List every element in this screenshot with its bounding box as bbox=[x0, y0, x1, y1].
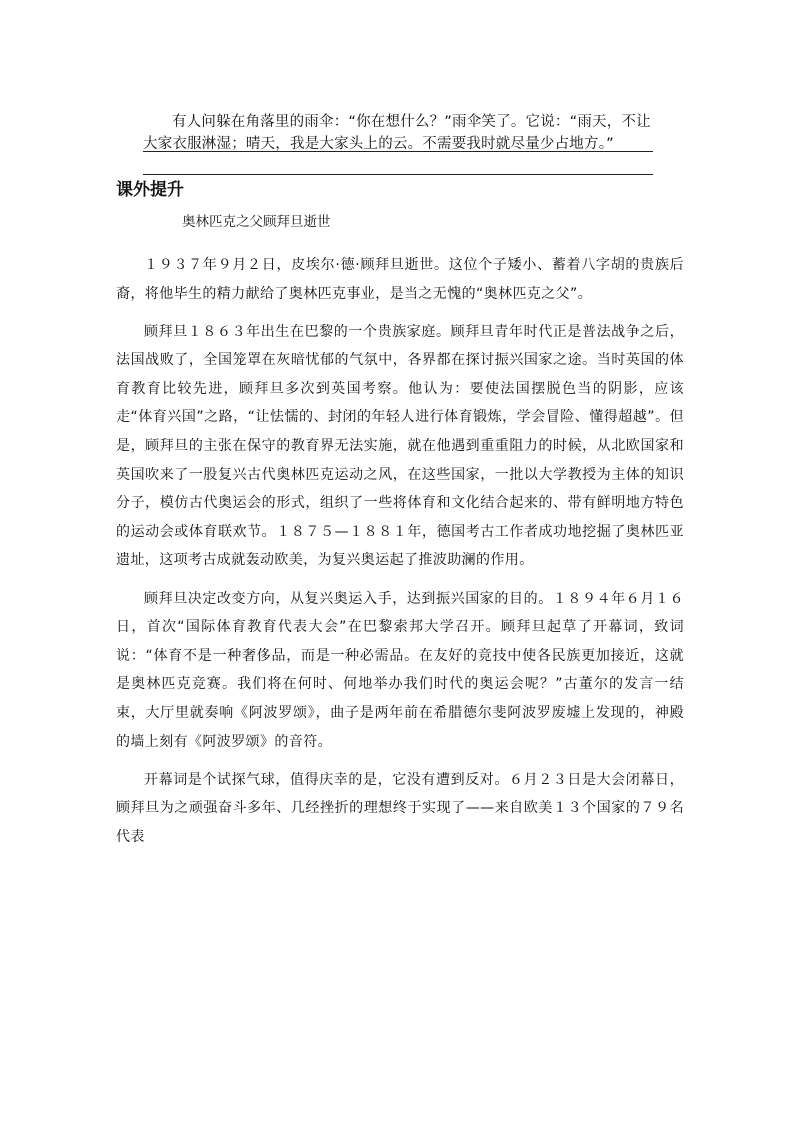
article-paragraph: 顾拜旦１８６３年出生在巴黎的一个贵族家庭。顾拜旦青年时代正是普法战争之后，法国战败了，全国笼罩在灰暗忧郁的气氛中，各界都在探讨振兴国家之途。当时英国的体育教育比较先进，顾拜旦多次到英国考察。他认为：要使法国摆脱色当的阴影，应该走“体育兴国”之路，“让怯懦的、封闭的年轻人进行体育锻炼，学会冒险、懂得超越”。但是，顾拜旦的主张在保守的教育界无法实施，就在他遇到重重阻力的时候，从北欧国家和英国吹来了一股复兴古代奥林匹克运动之风，在这些国家，一批以大学教授为主体的知识分子，模仿古代奥运会的形式，组织了一些将体育和文化结合起来的、带有鲜明地方特色的运动会或体育联欢节。１８７５—１８８１年，德国考古工作者成功地挖掘了奥林匹亚遗址，这项考古成就轰动欧美，为复兴奥运起了推波助澜的作用。 bbox=[116, 323, 684, 569]
intro-paragraph: 有人问躲在角落里的雨伞：“你在想什么？”雨伞笑了。它说：“雨天，不让大家衣服淋湿；晴天，我是大家头上的云。不需要我时就尽量少占地方。” bbox=[143, 113, 651, 152]
article-paragraph: 开幕词是个试探气球，值得庆幸的是，它没有遭到反对。６月２３日是大会闭幕日，顾拜旦为之顽强奋斗多年、几经挫折的理想终于实现了——来自欧美１３个国家的７９名代表 bbox=[116, 771, 684, 845]
answer-line bbox=[143, 151, 653, 152]
article-body bbox=[116, 251, 684, 851]
section-heading: 课外提升 bbox=[116, 180, 184, 200]
article-paragraph: １９３７年９月２日，皮埃尔·德·顾拜旦逝世。这位个子矮小、蓄着八字胡的贵族后裔，将他毕生的精力献给了奥林匹克事业，是当之无愧的“奥林匹克之父”。 bbox=[116, 257, 684, 302]
answer-line bbox=[143, 174, 653, 175]
article-title: 奥林匹克之父顾拜旦逝世 bbox=[182, 214, 331, 230]
article-paragraph: 顾拜旦决定改变方向，从复兴奥运入手，达到振兴国家的目的。１８９４年６月１６日，首次“国际体育教育代表大会”在巴黎索邦大学召开。顾拜旦起草了开幕词，致词说：“体育不是一种奢侈品，而是一种必需品。在友好的竞技中使各民族更加接近，这就是奥林匹克竞赛。我们将在何时、何地举办我们时代的奥运会呢？”古董尔的发言一结束，大厅里就奏响《阿波罗颂》，曲子是两年前在希腊德尔斐阿波罗废墟上发现的，神殿的墙上刻有《阿波罗颂》的音符。 bbox=[116, 590, 684, 750]
